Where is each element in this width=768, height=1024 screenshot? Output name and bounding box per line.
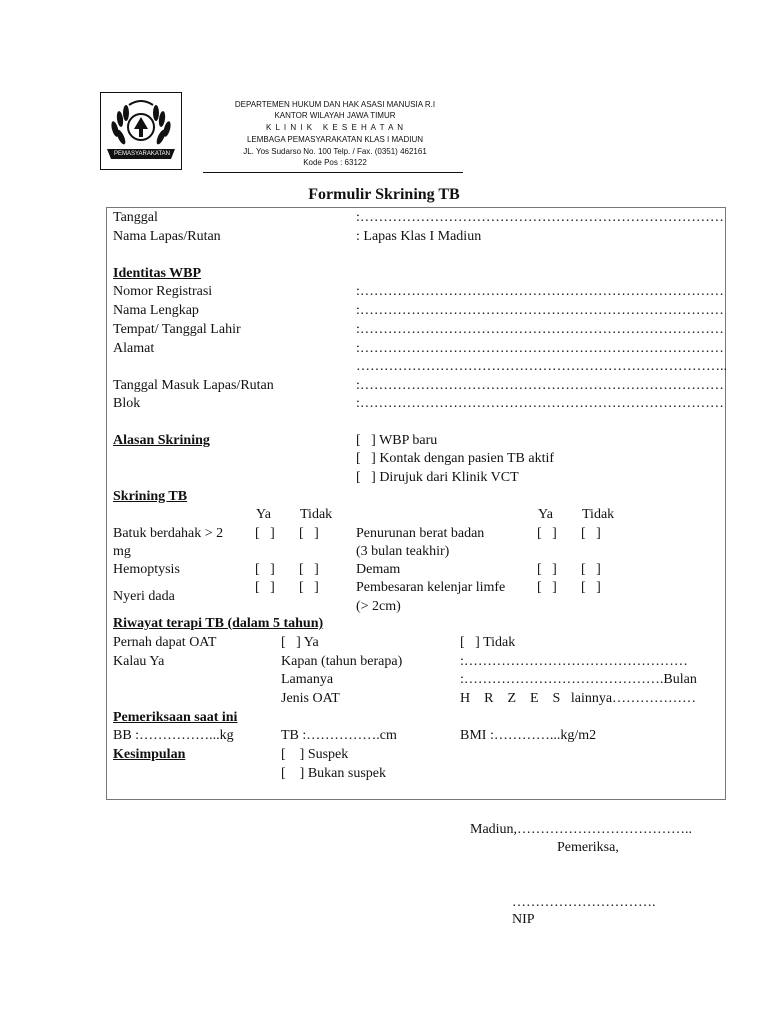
masuk-label: Tanggal Masuk Lapas/Rutan <box>113 378 274 393</box>
registrasi-field[interactable]: :…………………………………………………………………… <box>356 284 724 299</box>
alamat-label: Alamat <box>113 341 155 356</box>
ttl-label: Tempat/ Tanggal Lahir <box>113 322 241 337</box>
kesimpulan-heading: Kesimpulan <box>113 747 186 762</box>
oat-ya-checkbox[interactable]: [ ] Ya <box>281 635 319 650</box>
demam-tidak-checkbox[interactable]: [ ] <box>581 562 601 577</box>
berat-label-cont: (3 bulan teakhir) <box>356 544 450 559</box>
tanggal-field[interactable]: :…………………………………………………………………… <box>356 210 724 225</box>
kalau-ya-label: Kalau Ya <box>113 654 165 669</box>
alasan-heading: Alasan Skrining <box>113 433 210 448</box>
jenis-oat-label: Jenis OAT <box>281 691 340 706</box>
oat-tidak-checkbox[interactable]: [ ] Tidak <box>460 635 516 650</box>
riwayat-heading: Riwayat terapi TB (dalam 5 tahun) <box>113 616 324 631</box>
ttl-field[interactable]: :…………………………………………………………………… <box>356 322 724 337</box>
limfe-ya-checkbox[interactable]: [ ] <box>537 580 557 595</box>
blok-label: Blok <box>113 396 141 411</box>
tb-field[interactable]: TB :…………….cm <box>281 728 397 743</box>
berat-ya-checkbox[interactable]: [ ] <box>537 526 557 541</box>
skrining-col-tidak-right: Tidak <box>582 507 615 522</box>
letterhead-line-clinic: K L I N I K K E S E H A T A N <box>265 123 404 132</box>
berat-tidak-checkbox[interactable]: [ ] <box>581 526 601 541</box>
letterhead-line-postcode: Kode Pos : 63122 <box>303 158 367 167</box>
nyeri-ya-checkbox[interactable]: [ ] <box>255 580 275 595</box>
skrining-col-ya-left: Ya <box>256 507 271 522</box>
skrining-heading: Skrining TB <box>113 489 188 504</box>
berat-label: Penurunan berat badan <box>356 526 485 541</box>
bmi-field[interactable]: BMI :…………...kg/m2 <box>460 728 597 743</box>
alasan-option-wbp-baru[interactable]: [ ] WBP baru <box>356 433 438 448</box>
alamat-field-line2[interactable]: …………………………………………………………………….. <box>356 359 727 374</box>
blok-field[interactable]: :…………………………………………………………………… <box>356 396 724 411</box>
lamanya-field[interactable]: :…………………………………….Bulan <box>460 672 697 687</box>
demam-ya-checkbox[interactable]: [ ] <box>537 562 557 577</box>
form-title: Formulir Skrining TB <box>308 186 460 203</box>
batuk-label-cont: mg <box>113 544 131 559</box>
registrasi-label: Nomor Registrasi <box>113 284 213 299</box>
jenis-oat-field[interactable]: H R Z E S lainnya……………… <box>460 691 697 706</box>
lamanya-label: Lamanya <box>281 672 334 687</box>
signature-place-date[interactable]: Madiun,……………………………….. <box>470 822 693 837</box>
nyeri-label: Nyeri dada <box>113 589 175 604</box>
lapas-value: : Lapas Klas I Madiun <box>356 229 482 244</box>
hemoptysis-label: Hemoptysis <box>113 562 180 577</box>
signature-nip-label: NIP <box>512 912 535 927</box>
letterhead-divider <box>203 172 463 173</box>
alamat-field[interactable]: :…………………………………………………………………… <box>356 341 724 356</box>
bb-field[interactable]: BB :……………...kg <box>113 728 234 743</box>
tanggal-label: Tanggal <box>113 210 158 225</box>
logo-text: PEMASYARAKATAN <box>113 151 170 157</box>
masuk-field[interactable]: :…………………………………………………………………… <box>356 378 724 393</box>
limfe-tidak-checkbox[interactable]: [ ] <box>581 580 601 595</box>
batuk-label: Batuk berdahak > 2 <box>113 526 224 541</box>
letterhead-line-address: JL. Yos Sudarso No. 100 Telp. / Fax. (0351) 462161 <box>243 147 427 156</box>
signature-name-line[interactable]: …………………………. <box>512 895 656 910</box>
batuk-ya-checkbox[interactable]: [ ] <box>255 526 275 541</box>
oat-label: Pernah dapat OAT <box>113 635 217 650</box>
pemeriksaan-heading: Pemeriksaan saat ini <box>113 710 238 725</box>
kapan-label: Kapan (tahun berapa) <box>281 654 403 669</box>
letterhead-line-ministry: DEPARTEMEN HUKUM DAN HAK ASASI MANUSIA R.I <box>234 100 436 109</box>
hemoptysis-tidak-checkbox[interactable]: [ ] <box>299 562 319 577</box>
demam-label: Demam <box>356 562 401 577</box>
letterhead-line-region: KANTOR WILAYAH JAWA TIMUR <box>274 111 396 120</box>
limfe-label: Pembesaran kelenjar limfe <box>356 580 506 595</box>
kesimpulan-bukan-suspek-checkbox[interactable]: [ ] Bukan suspek <box>281 766 386 781</box>
batuk-tidak-checkbox[interactable]: [ ] <box>299 526 319 541</box>
limfe-label-cont: (> 2cm) <box>356 599 401 614</box>
alasan-option-kontak[interactable]: [ ] Kontak dengan pasien TB aktif <box>356 451 555 466</box>
institution-logo <box>100 92 182 170</box>
alasan-option-vct[interactable]: [ ] Dirujuk dari Klinik VCT <box>356 470 519 485</box>
lapas-label: Nama Lapas/Rutan <box>113 229 221 244</box>
skrining-col-tidak-left: Tidak <box>300 507 333 522</box>
nama-field[interactable]: :…………………………………………………………………… <box>356 303 724 318</box>
hemoptysis-ya-checkbox[interactable]: [ ] <box>255 562 275 577</box>
kapan-field[interactable]: :………………………………………… <box>460 654 688 669</box>
letterhead-line-institution: LEMBAGA PEMASYARAKATAN KLAS I MADIUN <box>246 135 424 144</box>
nyeri-tidak-checkbox[interactable]: [ ] <box>299 580 319 595</box>
signature-pemeriksa-label: Pemeriksa, <box>557 840 619 855</box>
identitas-heading: Identitas WBP <box>113 266 202 281</box>
nama-label: Nama Lengkap <box>113 303 199 318</box>
kesimpulan-suspek-checkbox[interactable]: [ ] Suspek <box>281 747 349 762</box>
skrining-col-ya-right: Ya <box>538 507 553 522</box>
